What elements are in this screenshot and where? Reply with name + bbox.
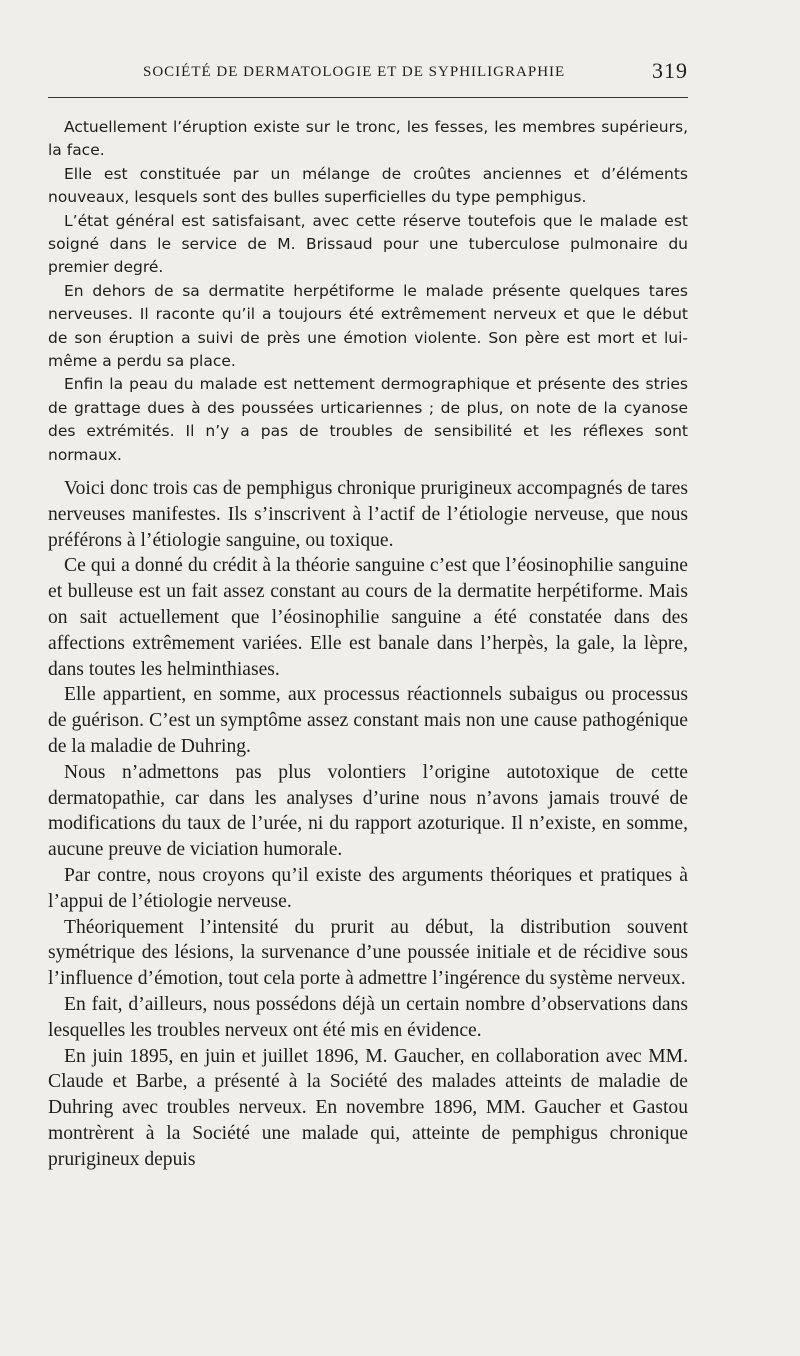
discussion-section bbox=[48, 476, 688, 1173]
running-title: SOCIÉTÉ DE DERMATOLOGIE ET DE SYPHILIGRAPHIE bbox=[143, 64, 566, 80]
case-report-paragraph: Elle est constituée par un mélange de croûtes anciennes et d’éléments nouveaux, lesquels sont des bulles superficielles du type pemphigus. bbox=[48, 164, 688, 207]
discussion-paragraph: Elle appartient, en somme, aux processus réactionnels subaigus ou processus de guérison. C’est un symptôme assez constant mais non une cause pathogénique de la maladie de Duhring. bbox=[48, 684, 688, 757]
discussion-paragraph: Nous n’admettons pas plus volontiers l’origine autotoxique de cette dermatopathie, car dans les analyses d’urine nous n’avons jamais trouvé de modifications du taux de l’urée, ni du rapport azoturique. Il n’existe, en somme, aucune preuve de viciation humorale. bbox=[48, 761, 688, 861]
case-report-paragraph: En dehors de sa dermatite herpétiforme le malade présente quelques tares nerveuses. Il raconte qu’il a toujours été extrêmement nerveux et que le début de son éruption a suivi de près une émotion violente. Son père est mort et lui-même a perdu sa place. bbox=[48, 281, 688, 371]
discussion-paragraph: Par contre, nous croyons qu’il existe des arguments théoriques et pratiques à l’appui de l’étiologie nerveuse. bbox=[48, 864, 688, 912]
discussion-paragraph: Ce qui a donné du crédit à la théorie sanguine c’est que l’éosinophilie sanguine et bulleuse est un fait assez constant au cours de la dermatite herpétiforme. Mais on sait actuellement que l’éosinophilie sanguine a été constatée dans des affections extrêmement variées. Elle est banale dans l’herpès, la gale, la lèpre, dans toutes les helminthiases. bbox=[48, 555, 688, 680]
case-report-paragraph: Enfin la peau du malade est nettement dermographique et présente des stries de grattage dues à des poussées urticariennes ; de plus, on note de la cyanose des extrémités. Il n’y a pas de troubles de sensibilité et les réflexes sont normaux. bbox=[48, 375, 688, 464]
discussion-paragraph: Théoriquement l’intensité du prurit au début, la distribution souvent symétrique des lésions, la survenance d’une poussée initiale et de récidive sous l’influence d’émotion, tout cela porte à admettre l’ingérence du système nerveux. bbox=[48, 916, 688, 990]
case-report-paragraph: L’état général est satisfaisant, avec cette réserve toutefois que le malade est soigné dans le service de M. Brissaud pour une tuberculose pulmonaire du premier degré. bbox=[48, 211, 688, 277]
discussion-paragraph: En juin 1895, en juin et juillet 1896, M. Gaucher, en collaboration avec MM. Claude et Barbe, a présenté à la Société des malades atteints de maladie de Duhring avec troubles nerveux. En novembre 1896, MM. Gaucher et Gastou montrèrent à la Société une malade qui, atteinte de pemphigus chronique prurigineux depuis bbox=[48, 1045, 688, 1170]
running-head bbox=[48, 58, 688, 88]
page-number: 319 bbox=[652, 58, 688, 83]
discussion-paragraph: Voici donc trois cas de pemphigus chronique prurigineux accompagnés de tares nerveuses manifestes. Ils s’inscrivent à l’actif de l’étiologie nerveuse, que nous préférons à l’étiologie sanguine, ou toxique. bbox=[48, 478, 688, 551]
case-report-paragraph: Actuellement l’éruption existe sur le tronc, les fesses, les membres supérieurs, la face. bbox=[48, 118, 688, 160]
header-rule bbox=[48, 97, 688, 98]
discussion-paragraph: En fait, d’ailleurs, nous possédons déjà un certain nombre d’observations dans lesquelles les troubles nerveux ont été mis en évidence. bbox=[48, 993, 688, 1041]
case-report-section bbox=[48, 116, 688, 467]
